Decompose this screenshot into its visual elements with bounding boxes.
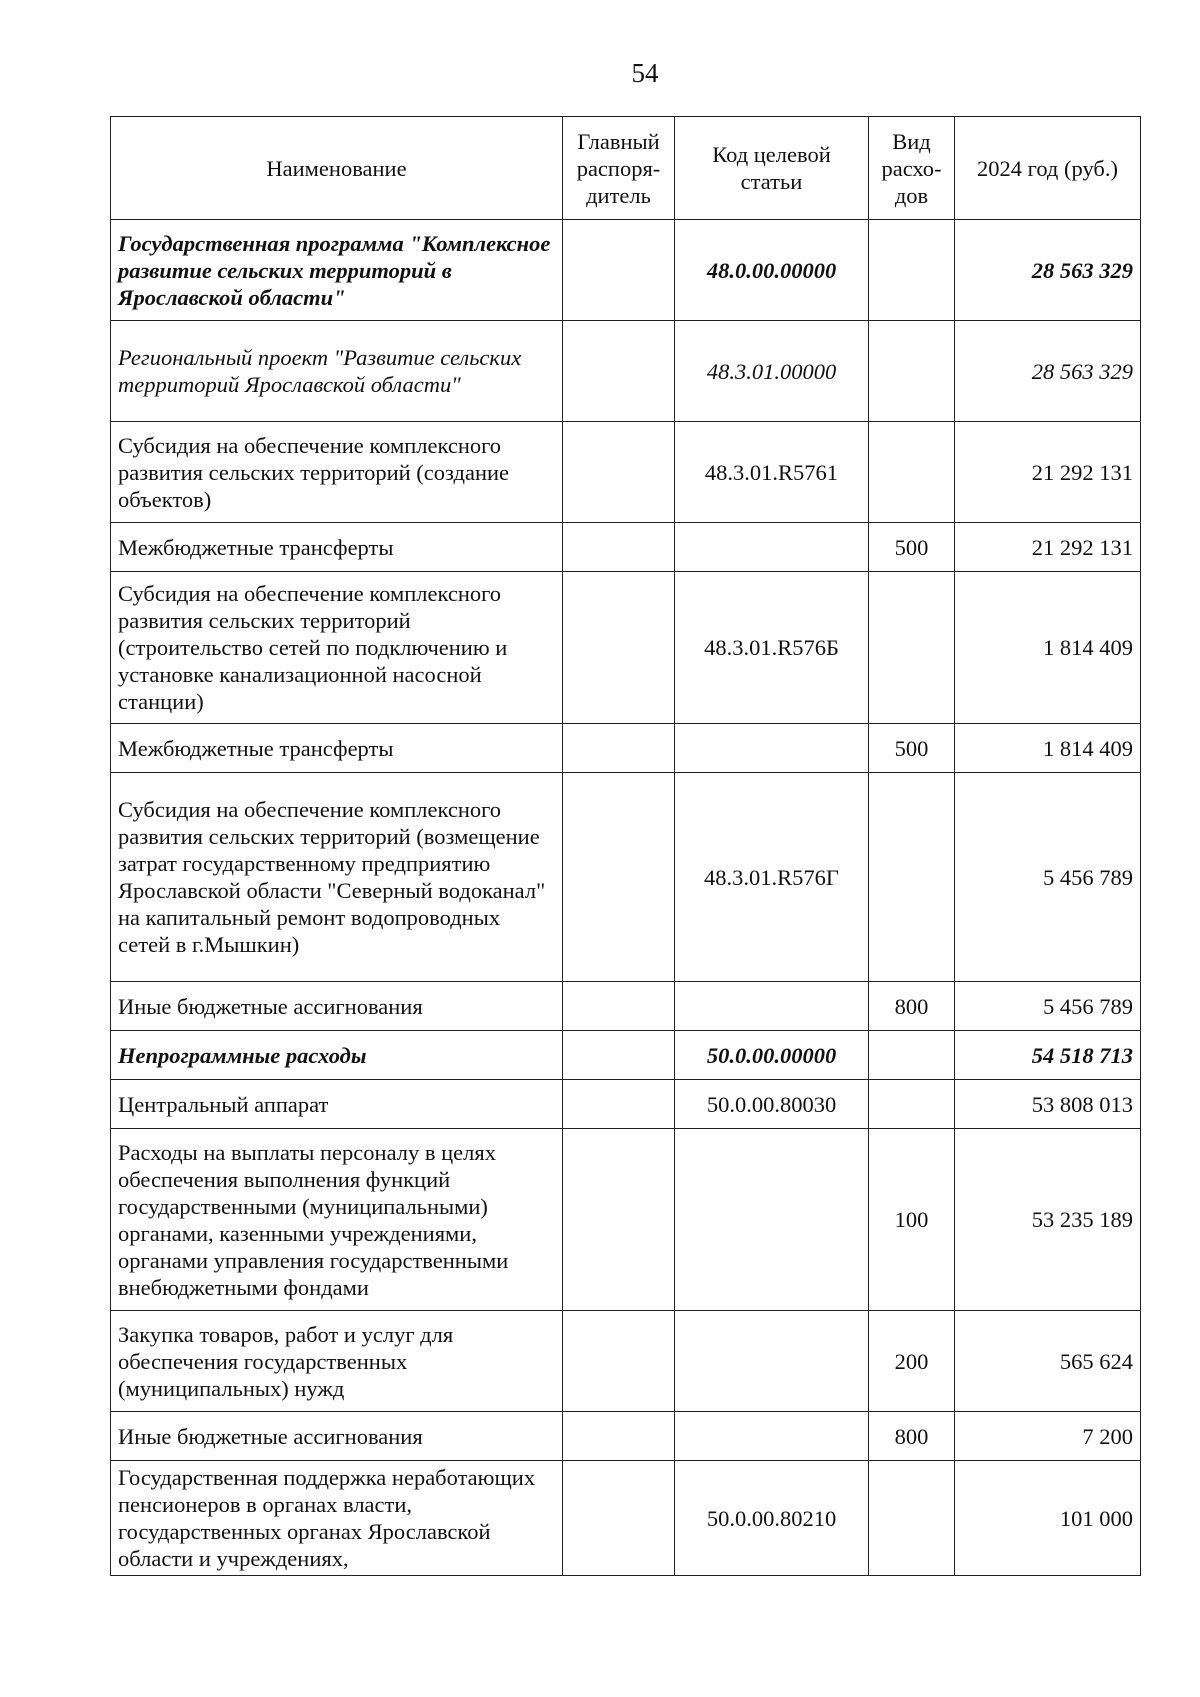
row-name: Центральный аппарат (111, 1080, 563, 1129)
row-name: Межбюджетные трансферты (111, 523, 563, 572)
row-amount: 7 200 (955, 1412, 1141, 1461)
row-amount: 21 292 131 (955, 523, 1141, 572)
table-row (111, 1412, 1141, 1461)
row-code: 50.0.00.00000 (675, 1031, 869, 1080)
row-code: 48.3.01.R5761 (675, 422, 869, 523)
row-gr (563, 321, 675, 422)
table-row (111, 1129, 1141, 1311)
budget-table (110, 116, 1141, 1576)
row-amount: 565 624 (955, 1311, 1141, 1412)
row-vr: 100 (869, 1129, 955, 1311)
table-row (111, 1080, 1141, 1129)
header-code: Код целевой статьи (675, 117, 869, 220)
row-gr (563, 724, 675, 773)
row-gr (563, 220, 675, 321)
row-gr (563, 1080, 675, 1129)
row-vr (869, 1080, 955, 1129)
table-row (111, 422, 1141, 523)
row-name: Иные бюджетные ассигнования (111, 982, 563, 1031)
row-vr: 800 (869, 1412, 955, 1461)
row-amount: 54 518 713 (955, 1031, 1141, 1080)
row-name: Государственная поддержка неработающих пенсионеров в органах власти, государственных органах Ярославской области и учреждениях, (111, 1461, 563, 1576)
row-gr (563, 1461, 675, 1576)
row-gr (563, 1311, 675, 1412)
table-row (111, 982, 1141, 1031)
table-row (111, 572, 1141, 724)
row-vr (869, 572, 955, 724)
row-code (675, 1412, 869, 1461)
row-name: Закупка товаров, работ и услуг для обеспечения государственных (муниципальных) нужд (111, 1311, 563, 1412)
row-name: Межбюджетные трансферты (111, 724, 563, 773)
row-name: Иные бюджетные ассигнования (111, 1412, 563, 1461)
row-amount: 53 808 013 (955, 1080, 1141, 1129)
row-code: 48.3.01.00000 (675, 321, 869, 422)
row-code (675, 1311, 869, 1412)
row-gr (563, 1031, 675, 1080)
row-amount: 1 814 409 (955, 572, 1141, 724)
row-amount: 28 563 329 (955, 220, 1141, 321)
row-code: 50.0.00.80210 (675, 1461, 869, 1576)
table-row (111, 321, 1141, 422)
row-name: Непрограммные расходы (111, 1031, 563, 1080)
table-row (111, 724, 1141, 773)
row-code: 48.0.00.00000 (675, 220, 869, 321)
row-vr (869, 321, 955, 422)
row-amount: 28 563 329 (955, 321, 1141, 422)
row-gr (563, 422, 675, 523)
row-name: Региональный проект "Развитие сельских территорий Ярославской области" (111, 321, 563, 422)
row-code: 50.0.00.80030 (675, 1080, 869, 1129)
row-code (675, 724, 869, 773)
row-name: Субсидия на обеспечение комплексного развития сельских территорий (создание объектов) (111, 422, 563, 523)
row-code (675, 982, 869, 1031)
row-code: 48.3.01.R576Г (675, 773, 869, 982)
row-code (675, 1129, 869, 1311)
header-vr: Вид расхо-дов (869, 117, 955, 220)
header-gr: Главный распоря-дитель (563, 117, 675, 220)
table-row (111, 1311, 1141, 1412)
row-name: Субсидия на обеспечение комплексного развития сельских территорий (возмещение затрат государственному предприятию Ярославской области "Северный водоканал" на капитальный ремонт водопроводных сетей в г.Мышкин) (111, 773, 563, 982)
row-vr: 200 (869, 1311, 955, 1412)
row-vr: 500 (869, 724, 955, 773)
row-gr (563, 1412, 675, 1461)
table-header-row (111, 117, 1141, 220)
row-code: 48.3.01.R576Б (675, 572, 869, 724)
row-code (675, 523, 869, 572)
row-amount: 53 235 189 (955, 1129, 1141, 1311)
table-row (111, 773, 1141, 982)
row-amount: 101 000 (955, 1461, 1141, 1576)
table-row (111, 220, 1141, 321)
row-gr (563, 523, 675, 572)
row-gr (563, 982, 675, 1031)
row-vr (869, 422, 955, 523)
table-row (111, 1031, 1141, 1080)
row-name: Расходы на выплаты персоналу в целях обеспечения выполнения функций государственными (муниципальными) органами, казенными учреждениями, органами управления государственными внебюджетными фондами (111, 1129, 563, 1311)
page-number: 54 (631, 58, 659, 88)
row-gr (563, 1129, 675, 1311)
row-amount: 5 456 789 (955, 773, 1141, 982)
row-gr (563, 572, 675, 724)
row-name: Субсидия на обеспечение комплексного развития сельских территорий (строительство сетей по подключению и установке канализационной насосной станции) (111, 572, 563, 724)
row-amount: 1 814 409 (955, 724, 1141, 773)
row-vr: 500 (869, 523, 955, 572)
table-row (111, 523, 1141, 572)
row-vr (869, 1461, 955, 1576)
row-gr (563, 773, 675, 982)
row-amount: 5 456 789 (955, 982, 1141, 1031)
table-row (111, 1461, 1141, 1576)
row-name: Государственная программа "Комплексное развитие сельских территорий в Ярославской области" (111, 220, 563, 321)
row-vr (869, 773, 955, 982)
row-vr (869, 1031, 955, 1080)
row-vr: 800 (869, 982, 955, 1031)
header-amount: 2024 год (руб.) (955, 117, 1141, 220)
row-amount: 21 292 131 (955, 422, 1141, 523)
row-vr (869, 220, 955, 321)
header-name: Наименование (111, 117, 563, 220)
